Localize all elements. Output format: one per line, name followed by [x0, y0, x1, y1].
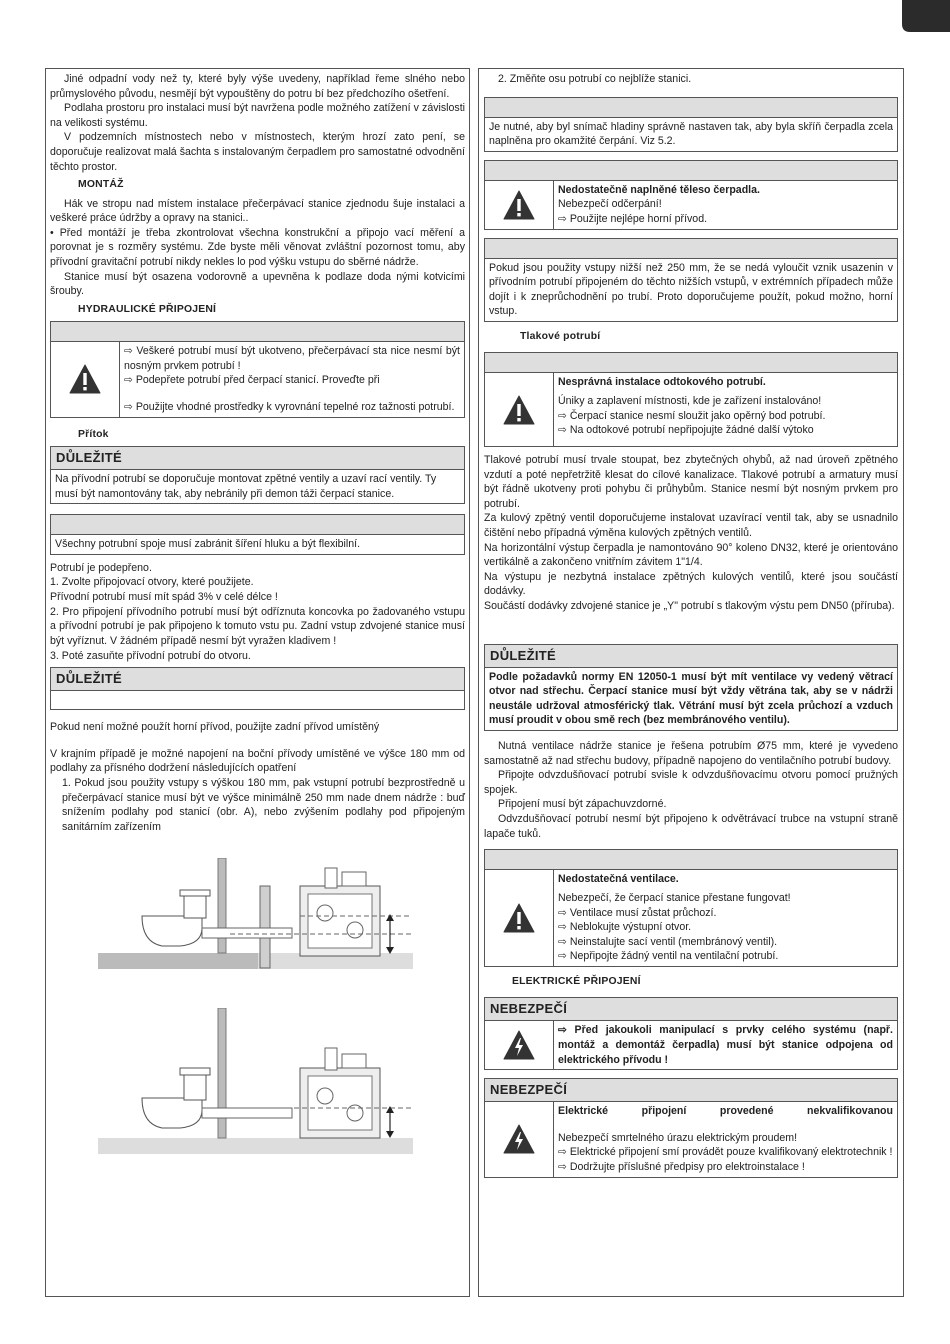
installation-figure-b [50, 1008, 465, 1158]
warning-line: Úniky a zaplavení místnosti, kde je zařízení instalováno! [558, 395, 822, 408]
important-box [484, 644, 898, 731]
note-text: Je nutné, aby byl snímač hladiny správně nastaven tak, aby byla skříň čerpadla zcela naplněna pro okamžité čerpání. Viz 5.2. [489, 120, 893, 148]
note-box [484, 238, 898, 322]
warning-bar [51, 322, 464, 342]
warning-title: Nedostatečně naplněné těleso čerpadla. [558, 183, 760, 196]
paragraph: • Před montáží je třeba zkontrolovat všechna konstrukční a připojo vací měření a porovnat je s rozměry systému. Zde byste měli věnovat zvláštní pozornost tomu, aby přívodní gravitační potrubí nikdy nekles lo pod výšku vstupu do sběrné nádrže. [50, 226, 465, 269]
paragraph: V krajním případě je možné napojení na boční přívody umístěné ve výšce 180 mm od podlahy za přísného dodržení následujících opatření [50, 747, 465, 775]
paragraph: V podzemních místnostech nebo v místnostech, kterým hrozí zato pení, se doporučuje realizovat malá šachta s instalovaným čerpadlem pro samostatné odvodnění těchto prostor. [50, 131, 465, 173]
paragraph: 1. Pokud jsou použity vstupy s výškou 180 mm, pak vstupní potrubí bezprostředně u přečerpávací stanice musí být ve výšce minimálně 250 mm nade dnem nádrže : buď snížením podlahy pod stanicí (obr. A), nebo zvýšením podlahy pod připojeným sanitárním zařízením [62, 776, 465, 833]
important-box [50, 446, 465, 504]
danger-label: NEBEZPEČÍ [485, 998, 897, 1021]
danger-text: ⇨ Před jakoukoli manipulací s prvky celého systému (např. montáž a demontáž čerpadla) musí být stanice odpojena od elektrického přívodu ! [558, 1024, 893, 1066]
note-text: Všechny potrubní spoje musí zabránit šíření hluku a být flexibilní. [55, 538, 361, 551]
warning-triangle-icon [485, 373, 554, 445]
section-heading-pressure: Tlakové potrubí [520, 331, 601, 343]
warning-line: ⇨ Neblokujte výstupní otvor. [558, 921, 692, 934]
paragraph: Součástí dodávky zdvojené stanice je „Y" potrubí s tlakovým výstu pem DN50 (příruba). [484, 599, 895, 612]
paragraph: Připojte odvzdušňovací potrubí svisle k odvzdušňovacímu otvoru pomocí pružných spojek. [484, 769, 898, 796]
left-column [45, 68, 470, 1297]
section-heading-electric: ELEKTRICKÉ PŘIPOJENÍ [512, 975, 641, 987]
note-box [484, 97, 898, 152]
note-bar [485, 98, 897, 118]
note-bar [485, 239, 897, 259]
warning-box [50, 321, 465, 417]
danger-title: Elektrické připojení provedené nekvalifikovanou [558, 1105, 893, 1118]
warning-line: ⇨ Veškeré potrubí musí být ukotveno, přečerpávací sta nice nesmí být nosným prvkem potrubí ! [124, 345, 460, 372]
warning-box [484, 160, 898, 230]
note-text: Pokud jsou použity vstupy nižší než 250 mm, že se nedá vyloučit vznik usazenin v přívodním potrubí připojeném do těchto nižších vstupů, v extrémních případech může dojít i k zneprůchodnění po trubí. Proto doporučujeme použít, pokud možno, horní vstup. [489, 261, 893, 318]
paragraph: Za kulový zpětný ventil doporučujeme instalovat uzavírací ventil tak, aby se usnadnilo čištění nebo případná výměna kulových zpětných ventilů. [484, 512, 898, 539]
warning-bar [485, 353, 897, 373]
important-box [50, 667, 465, 710]
note-box [50, 514, 465, 555]
paragraph: 3. Poté zasuňte přívodní potrubí do otvoru. [50, 649, 251, 662]
paragraph: Na horizontální výstup čerpadla je namontováno 90° koleno DN32, které je orientováno vertikálně a zakončeno vnitřním závitem 1"1/4. [484, 541, 898, 569]
warning-box [484, 352, 898, 446]
danger-box [484, 997, 898, 1070]
warning-title: Nedostatečná ventilace. [558, 873, 679, 886]
important-text: Na přívodní potrubí se doporučuje montovat zpětné ventily a uzaví rací ventily. Ty musí být namontovány tak, aby nebránily při demon táži čerpací stanice. [55, 473, 437, 500]
warning-triangle-icon [51, 342, 120, 416]
electric-hazard-icon [485, 1021, 554, 1069]
paragraph: Jiné odpadní vody než ty, které byly výše uvedeny, například řeme slného nebo průmyslového původu, nesmějí být vypouštěny do potru bí bez předchozího ošetření. [50, 73, 465, 100]
danger-label: NEBEZPEČÍ [485, 1079, 897, 1102]
paragraph: 2. Změňte osu potrubí co nejblíže stanici. [498, 73, 692, 85]
warning-line: ⇨ Použijte vhodné prostředky k vyrovnání tepelné roz tažnosti potrubí. [124, 401, 455, 414]
important-text: Podle požadavků normy EN 12050-1 musí být mít ventilace vy vedený větrací otvor nad střechu. Čerpací stanice musí být vždy větrána tak, aby se v nádrži neustále udržoval atmosférický tlak. Větrání musí být zcela průchozí a vzduch musí proudit v obou smě rech (bez membránového ventilu). [489, 670, 893, 727]
warning-line: ⇨ Ventilace musí zůstat průchozí. [558, 906, 717, 919]
danger-line: Nebezpečí smrtelného úrazu elektrickým proudem! [558, 1131, 798, 1144]
warning-bar [485, 850, 897, 870]
paragraph: Stanice musí být osazena vodorovně a upevněna k podlaze doda nými kotvicími šrouby. [50, 270, 465, 298]
danger-line: ⇨ Elektrické připojení smí provádět pouze kvalifikovaný elektrotechnik ! [558, 1146, 893, 1159]
note-bar [51, 515, 464, 535]
paragraph: 2. Pro připojení přívodního potrubí musí být odříznuta koncovka po žadovaného vstupu a přívodní potrubí je pak připojeno k tomuto vstu pu. Zadní vstup zdvojené stanice musí být vyříznut. V žádném případě nesmí být vyražen kladivem ! [50, 605, 465, 647]
section-heading-pritok: Přítok [78, 428, 109, 440]
danger-line: ⇨ Dodržujte příslušné předpisy pro elektroinstalace ! [558, 1160, 805, 1173]
section-heading-montaz: MONTÁŽ [78, 179, 124, 191]
paragraph: Přívodní potrubí musí mít spád 3% v celé délce ! [50, 591, 278, 604]
paragraph: Na výstupu je nezbytná instalace zpětných kulových ventilů, které jsou součástí dodávky. [484, 570, 898, 598]
paragraph: Odvzdušňovací potrubí nesmí být připojeno k odvětrávací trubce na vstupní straně lapače tuků. [484, 813, 898, 840]
important-label: DŮLEŽITÉ [51, 668, 464, 691]
paragraph: Potrubí je podepřeno. [50, 561, 152, 574]
paragraph: Hák ve stropu nad místem instalace přečerpávací stanice zjednodu šuje instalaci a veškeré práce údržby a opravy na stanici.. [50, 197, 465, 225]
warning-line: ⇨ Nepřipojte žádný ventil na ventilační potrubí. [558, 950, 779, 963]
paragraph: Tlakové potrubí musí trvale stoupat, bez zbytečných ohybů, až nad úroveň zpětného vzdutí a poté nepřetržitě klesat do cílové kanalizace. Tlakové potrubí a armatury musí být řádně ukotveny proti pohybu či průhybům. Stanice nesmí být nosným prvkem pro potrubí. [484, 453, 898, 510]
installation-figure-a [50, 858, 465, 1006]
warning-bar [485, 161, 897, 181]
warning-triangle-icon [485, 870, 554, 966]
paragraph: Nutná ventilace nádrže stanice je řešena potrubím Ø75 mm, které je vyvedeno samostatně až nad střechu budovy, případně napojeno do ventilačního potrubí budovy. [484, 740, 898, 767]
warning-line: ⇨ Podepřete potrubí před čerpací stanicí. Proveďte při [124, 374, 380, 387]
warning-line: Nebezpečí odčerpání! [558, 198, 662, 211]
electric-hazard-icon [485, 1102, 554, 1176]
warning-line: ⇨ Čerpací stanice nesmí sloužit jako opěrný bod potrubí. [558, 409, 826, 422]
important-label: DŮLEŽITÉ [51, 447, 464, 470]
paragraph: 1. Zvolte připojovací otvory, které použijete. [50, 576, 254, 589]
danger-box [484, 1078, 898, 1177]
important-label: DŮLEŽITÉ [485, 645, 897, 668]
page-corner-tab [850, 0, 950, 32]
warning-line: ⇨ Neinstalujte sací ventil (membránový ventil). [558, 935, 778, 948]
paragraph: Připojení musí být zápachuvzdorné. [498, 798, 667, 811]
warning-line: ⇨ Použijte nejlépe horní přívod. [558, 213, 708, 226]
warning-title: Nesprávná instalace odtokového potrubí. [558, 376, 766, 389]
warning-line: ⇨ Na odtokové potrubí nepřipojujte žádné další výtoko [558, 424, 814, 437]
paragraph: Pokud není možné použít horní přívod, použijte zadní přívod umístěný [50, 721, 380, 734]
section-heading-hydraulic: HYDRAULICKÉ PŘIPOJENÍ [78, 303, 217, 315]
right-column [478, 68, 904, 1297]
warning-line: Nebezpečí, že čerpací stanice přestane fungovat! [558, 891, 791, 904]
paragraph: Podlaha prostoru pro instalaci musí být navržena podle možného zatížení v závislosti na velikosti systému. [50, 102, 465, 129]
warning-triangle-icon [485, 181, 554, 229]
warning-box [484, 849, 898, 967]
